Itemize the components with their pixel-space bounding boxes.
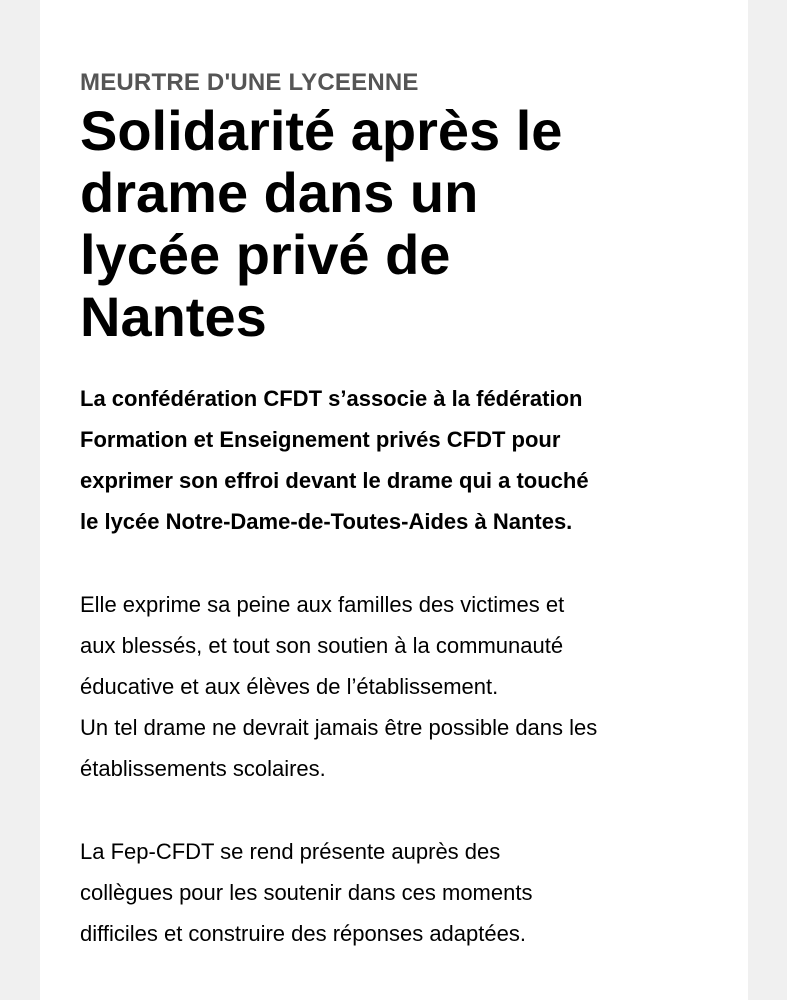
paragraph-line: Elle exprime sa peine aux familles des victimes et	[80, 592, 565, 617]
paragraph-line: Un tel drame ne devrait jamais être possible dans les	[80, 715, 598, 740]
article-paragraph-2	[80, 831, 730, 954]
lead-line: le lycée Notre-Dame-de-Toutes-Aides à Nantes.	[80, 509, 573, 534]
lead-line: exprimer son effroi devant le drame qui a touché	[80, 468, 589, 493]
title-line: lycée privé de	[80, 223, 451, 286]
paragraph-line: La Fep-CFDT se rend présente auprès des	[80, 839, 501, 864]
title-line: drame dans un	[80, 161, 479, 224]
paragraph-line: éducative et aux élèves de l’établissement.	[80, 674, 499, 699]
article-kicker: MEURTRE D'UNE LYCEENNE	[80, 69, 419, 96]
paragraph-line: aux blessés, et tout son soutien à la communauté	[80, 633, 564, 658]
article-title	[80, 100, 720, 348]
article-page	[40, 0, 748, 1000]
lead-line: Formation et Enseignement privés CFDT pour	[80, 427, 561, 452]
paragraph-line: établissements scolaires.	[80, 756, 326, 781]
paragraph-line: collègues pour les soutenir dans ces moments	[80, 880, 533, 905]
article-paragraph-1	[80, 584, 730, 789]
article-lead	[80, 378, 720, 542]
paragraph-line: difficiles et construire des réponses adaptées.	[80, 921, 526, 946]
title-line: Nantes	[80, 285, 267, 348]
title-line: Solidarité après le	[80, 99, 563, 162]
article-content	[80, 68, 720, 954]
lead-line: La confédération CFDT s’associe à la fédération	[80, 386, 583, 411]
